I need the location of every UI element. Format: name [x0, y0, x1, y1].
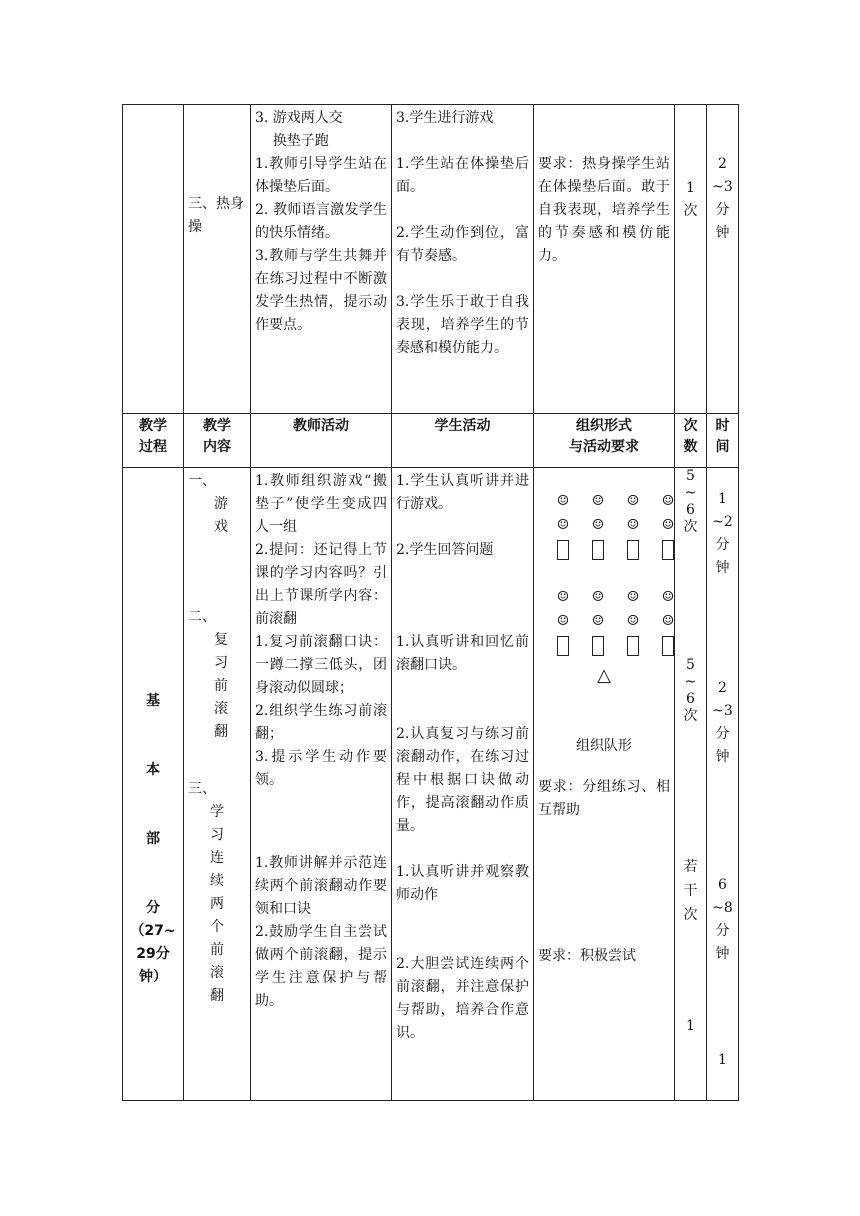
- student-face-icon: ☺: [661, 493, 675, 509]
- main-org: [534, 468, 675, 1101]
- warmup-teacher: [251, 105, 392, 414]
- warmup-time: 2 ~3 分 钟: [707, 105, 739, 414]
- teacher-line: 3. 游戏两人交 换垫子跑: [255, 110, 343, 149]
- count-value: 5 ~ 6 次: [683, 657, 698, 724]
- student-line: 2.学生回答问题: [396, 542, 494, 558]
- student-line: 1.学生认真听讲并进行游戏。: [396, 473, 529, 512]
- student-face-icon: ☺: [626, 589, 640, 605]
- student-face-icon: ☺: [591, 493, 605, 509]
- mat-icon: [662, 636, 674, 656]
- main-row: [123, 468, 739, 1101]
- content-item-game: [188, 470, 246, 539]
- student-face-icon: ☺: [556, 613, 570, 629]
- teacher-line: 1.教师组织游戏“搬垫子”使学生变成四人一组: [255, 473, 387, 535]
- time-value: 1 ~2 分 钟: [712, 491, 733, 576]
- content-body: 游 戏: [214, 496, 228, 535]
- student-line: 2.学生动作到位，富有节奏感。: [396, 225, 529, 264]
- header-row: [123, 414, 739, 468]
- student-face-icon: ☺: [661, 613, 675, 629]
- content-num: 一、: [188, 473, 216, 489]
- count-value: 1: [686, 1018, 695, 1034]
- teacher-line: 3.教师与学生共舞并在练习过程中不断激发学生热情，提示动作要点。: [255, 248, 387, 333]
- header-time: 时 间: [707, 414, 739, 468]
- time-value: 6 ~8 分 钟: [712, 877, 733, 962]
- warmup-row: [123, 105, 739, 414]
- teacher-line: 1.教师讲解并示范连续两个前滚翻动作要领和口诀: [255, 855, 387, 917]
- content-item-learn: [188, 778, 246, 1008]
- teacher-line: 2. 教师语言激发学生的快乐情绪。: [255, 202, 387, 241]
- formation-group-2: [548, 588, 675, 654]
- org-requirement-1: 要求：分组练习、相互帮助: [538, 779, 670, 818]
- content-body: 学 习 连 续 两 个 前 滚 翻: [210, 804, 224, 1004]
- org-requirement-2: 要求：积极尝试: [538, 948, 636, 964]
- student-face-icon: ☺: [626, 493, 640, 509]
- student-face-icon: ☺: [591, 517, 605, 533]
- teacher-triangle-icon: △: [597, 665, 611, 686]
- content-item-review: [188, 606, 246, 744]
- student-face-icon: ☺: [556, 589, 570, 605]
- teacher-line: 3.提示学生动作要领。: [255, 749, 387, 788]
- mat-icon: [557, 636, 569, 656]
- student-face-icon: ☺: [626, 517, 640, 533]
- student-line: 3.学生乐于敢于自我表现，培养学生的节奏感和模仿能力。: [396, 294, 529, 356]
- mat-icon: [627, 540, 639, 560]
- mat-icon: [592, 540, 604, 560]
- warmup-count: 1 次: [675, 105, 707, 414]
- warmup-student: [392, 105, 534, 414]
- stage-label: 基 本 部 分 （27~ 29分 钟）: [123, 468, 184, 1101]
- formation-label: 组织队形: [576, 738, 632, 754]
- warmup-org: [534, 105, 675, 414]
- student-face-icon: ☺: [626, 613, 640, 629]
- count-value: 5 ~ 6 次: [683, 468, 698, 535]
- lesson-plan-table: [122, 104, 739, 1101]
- student-face-icon: ☺: [661, 589, 675, 605]
- student-face-icon: ☺: [591, 613, 605, 629]
- main-count: [675, 468, 707, 1101]
- mat-icon: [662, 540, 674, 560]
- time-value: 2 ~3 分 钟: [712, 680, 733, 765]
- student-line: 2.大胆尝试连续两个前滚翻，并注意保护与帮助，培养合作意识。: [396, 956, 529, 1041]
- content-body: 复 习 前 滚 翻: [214, 632, 228, 740]
- main-time: [707, 468, 739, 1101]
- mat-icon: [557, 540, 569, 560]
- header-process: 教学 过程: [123, 414, 184, 468]
- student-face-icon: ☺: [556, 517, 570, 533]
- mat-icon: [592, 636, 604, 656]
- student-line: 1.认真听讲并观察教师动作: [396, 864, 529, 903]
- warmup-content: 三、热身操: [184, 105, 251, 414]
- header-student: 学生活动: [392, 414, 534, 468]
- student-line: 3.学生进行游戏: [396, 110, 494, 126]
- student-face-icon: ☺: [661, 517, 675, 533]
- teacher-line: 2.组织学生练习前滚翻；: [255, 703, 387, 742]
- teacher-line: 1.复习前滚翻口诀：一蹲二撑三低头，团身滚动似圆球；: [255, 634, 387, 696]
- formation-group-1: [548, 492, 675, 558]
- student-face-icon: ☺: [591, 589, 605, 605]
- mat-icon: [627, 636, 639, 656]
- header-count: 次 数: [675, 414, 707, 468]
- teacher-line: 2.鼓励学生自主尝试做两个前滚翻，提示学生注意保护与帮助。: [255, 924, 387, 1009]
- student-line: 1.学生站在体操垫后面。: [396, 156, 529, 195]
- main-teacher: [251, 468, 392, 1101]
- time-value: 1: [718, 1052, 727, 1068]
- header-content: 教学 内容: [184, 414, 251, 468]
- student-line: 2.认真复习与练习前滚翻动作，在练习过程中根据口诀做动作，提高滚翻动作质量。: [396, 726, 529, 834]
- process-cell-empty: [123, 105, 184, 414]
- student-line: 1.认真听讲和回忆前滚翻口诀。: [396, 634, 529, 673]
- header-org: 组织形式 与活动要求: [534, 414, 675, 468]
- main-student: [392, 468, 534, 1101]
- student-face-icon: ☺: [556, 493, 570, 509]
- main-content: [184, 468, 251, 1101]
- org-requirement: 要求：热身操学生站在体操垫后面。敢于自我表现，培养学生的节奏感和模仿能力。: [538, 156, 670, 264]
- teacher-line: 1.教师引导学生站在体操垫后面。: [255, 156, 387, 195]
- content-num: 三、: [188, 781, 216, 797]
- count-value: 若 干 次: [683, 859, 698, 923]
- content-num: 二、: [188, 609, 216, 625]
- header-teacher: 教师活动: [251, 414, 392, 468]
- teacher-line: 2.提问：还记得上节课的学习内容吗？引出上节课所学内容：前滚翻: [255, 542, 387, 627]
